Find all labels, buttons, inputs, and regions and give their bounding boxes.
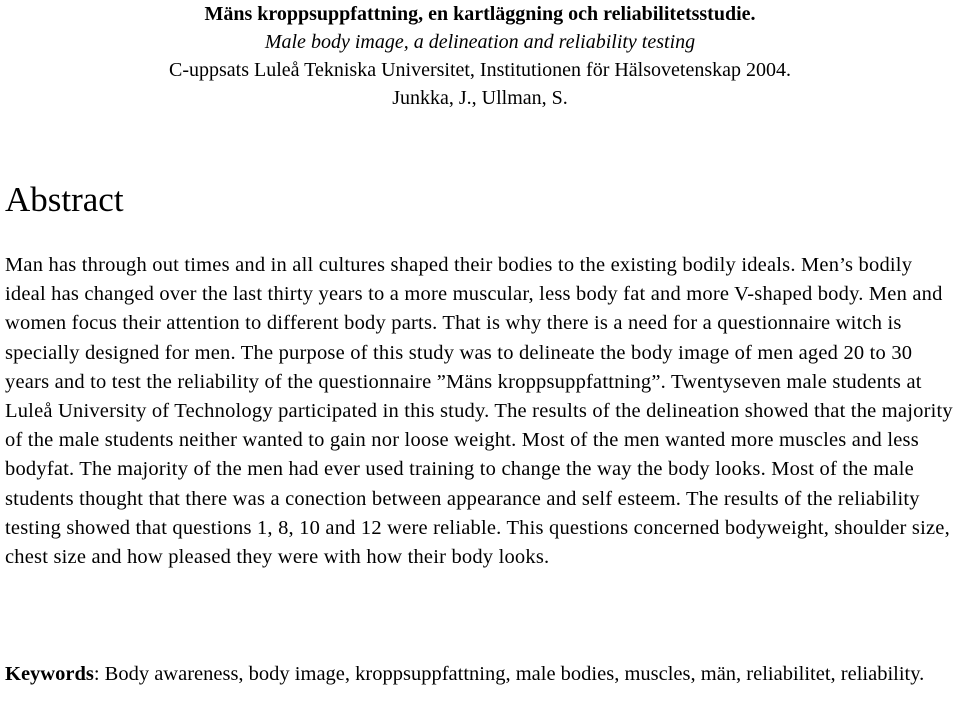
document-header <box>0 0 960 112</box>
keywords-separator: : <box>93 663 105 685</box>
keywords-paragraph <box>5 660 957 689</box>
authors-line: Junkka, J., Ullman, S. <box>392 87 568 109</box>
abstract-body: Man has through out times and in all cultures shaped their bodies to the existing bodily ideals. Men’s bodily ideal has changed over the last thirty years to a more muscular, less body fat and more V-shaped body. Men and women focus their attention to different body parts. That is why there is a need for a questionnaire witch is specially designed for men. The purpose of this study was to delineate the body image of men aged 20 to 30 years and to test the reliability of the questionnaire ”Mäns kroppsuppfattning”. Twentyseven male students at Luleå University of Technology participated in this study. The results of the delineation showed that the majority of the male students neither wanted to gain nor loose weight. Most of the men wanted more muscles and less bodyfat. The majority of the men had ever used training to change the way the body looks. Most of the male students thought that there was a conection between appearance and self esteem. The results of the reliability testing showed that questions 1, 8, 10 and 12 were reliable. This questions concerned bodyweight, shoulder size, chest size and how pleased they were with how their body looks. <box>5 254 953 569</box>
source-line: C-uppsats Luleå Tekniska Universitet, Institutionen för Hälsovetenskap 2004. <box>168 59 791 81</box>
abstract-heading: Abstract <box>5 180 124 219</box>
swedish-title: Mäns kroppsuppfattning, en kartläggning och reliabilitetsstudie. <box>204 3 756 25</box>
keywords-label: Keywords <box>5 663 94 685</box>
keywords-list: Body awareness, body image, kroppsuppfattning, male bodies, muscles, män, reliabilitet, reliability. <box>104 663 925 685</box>
english-title: Male body image, a delineation and reliability testing <box>264 31 696 53</box>
